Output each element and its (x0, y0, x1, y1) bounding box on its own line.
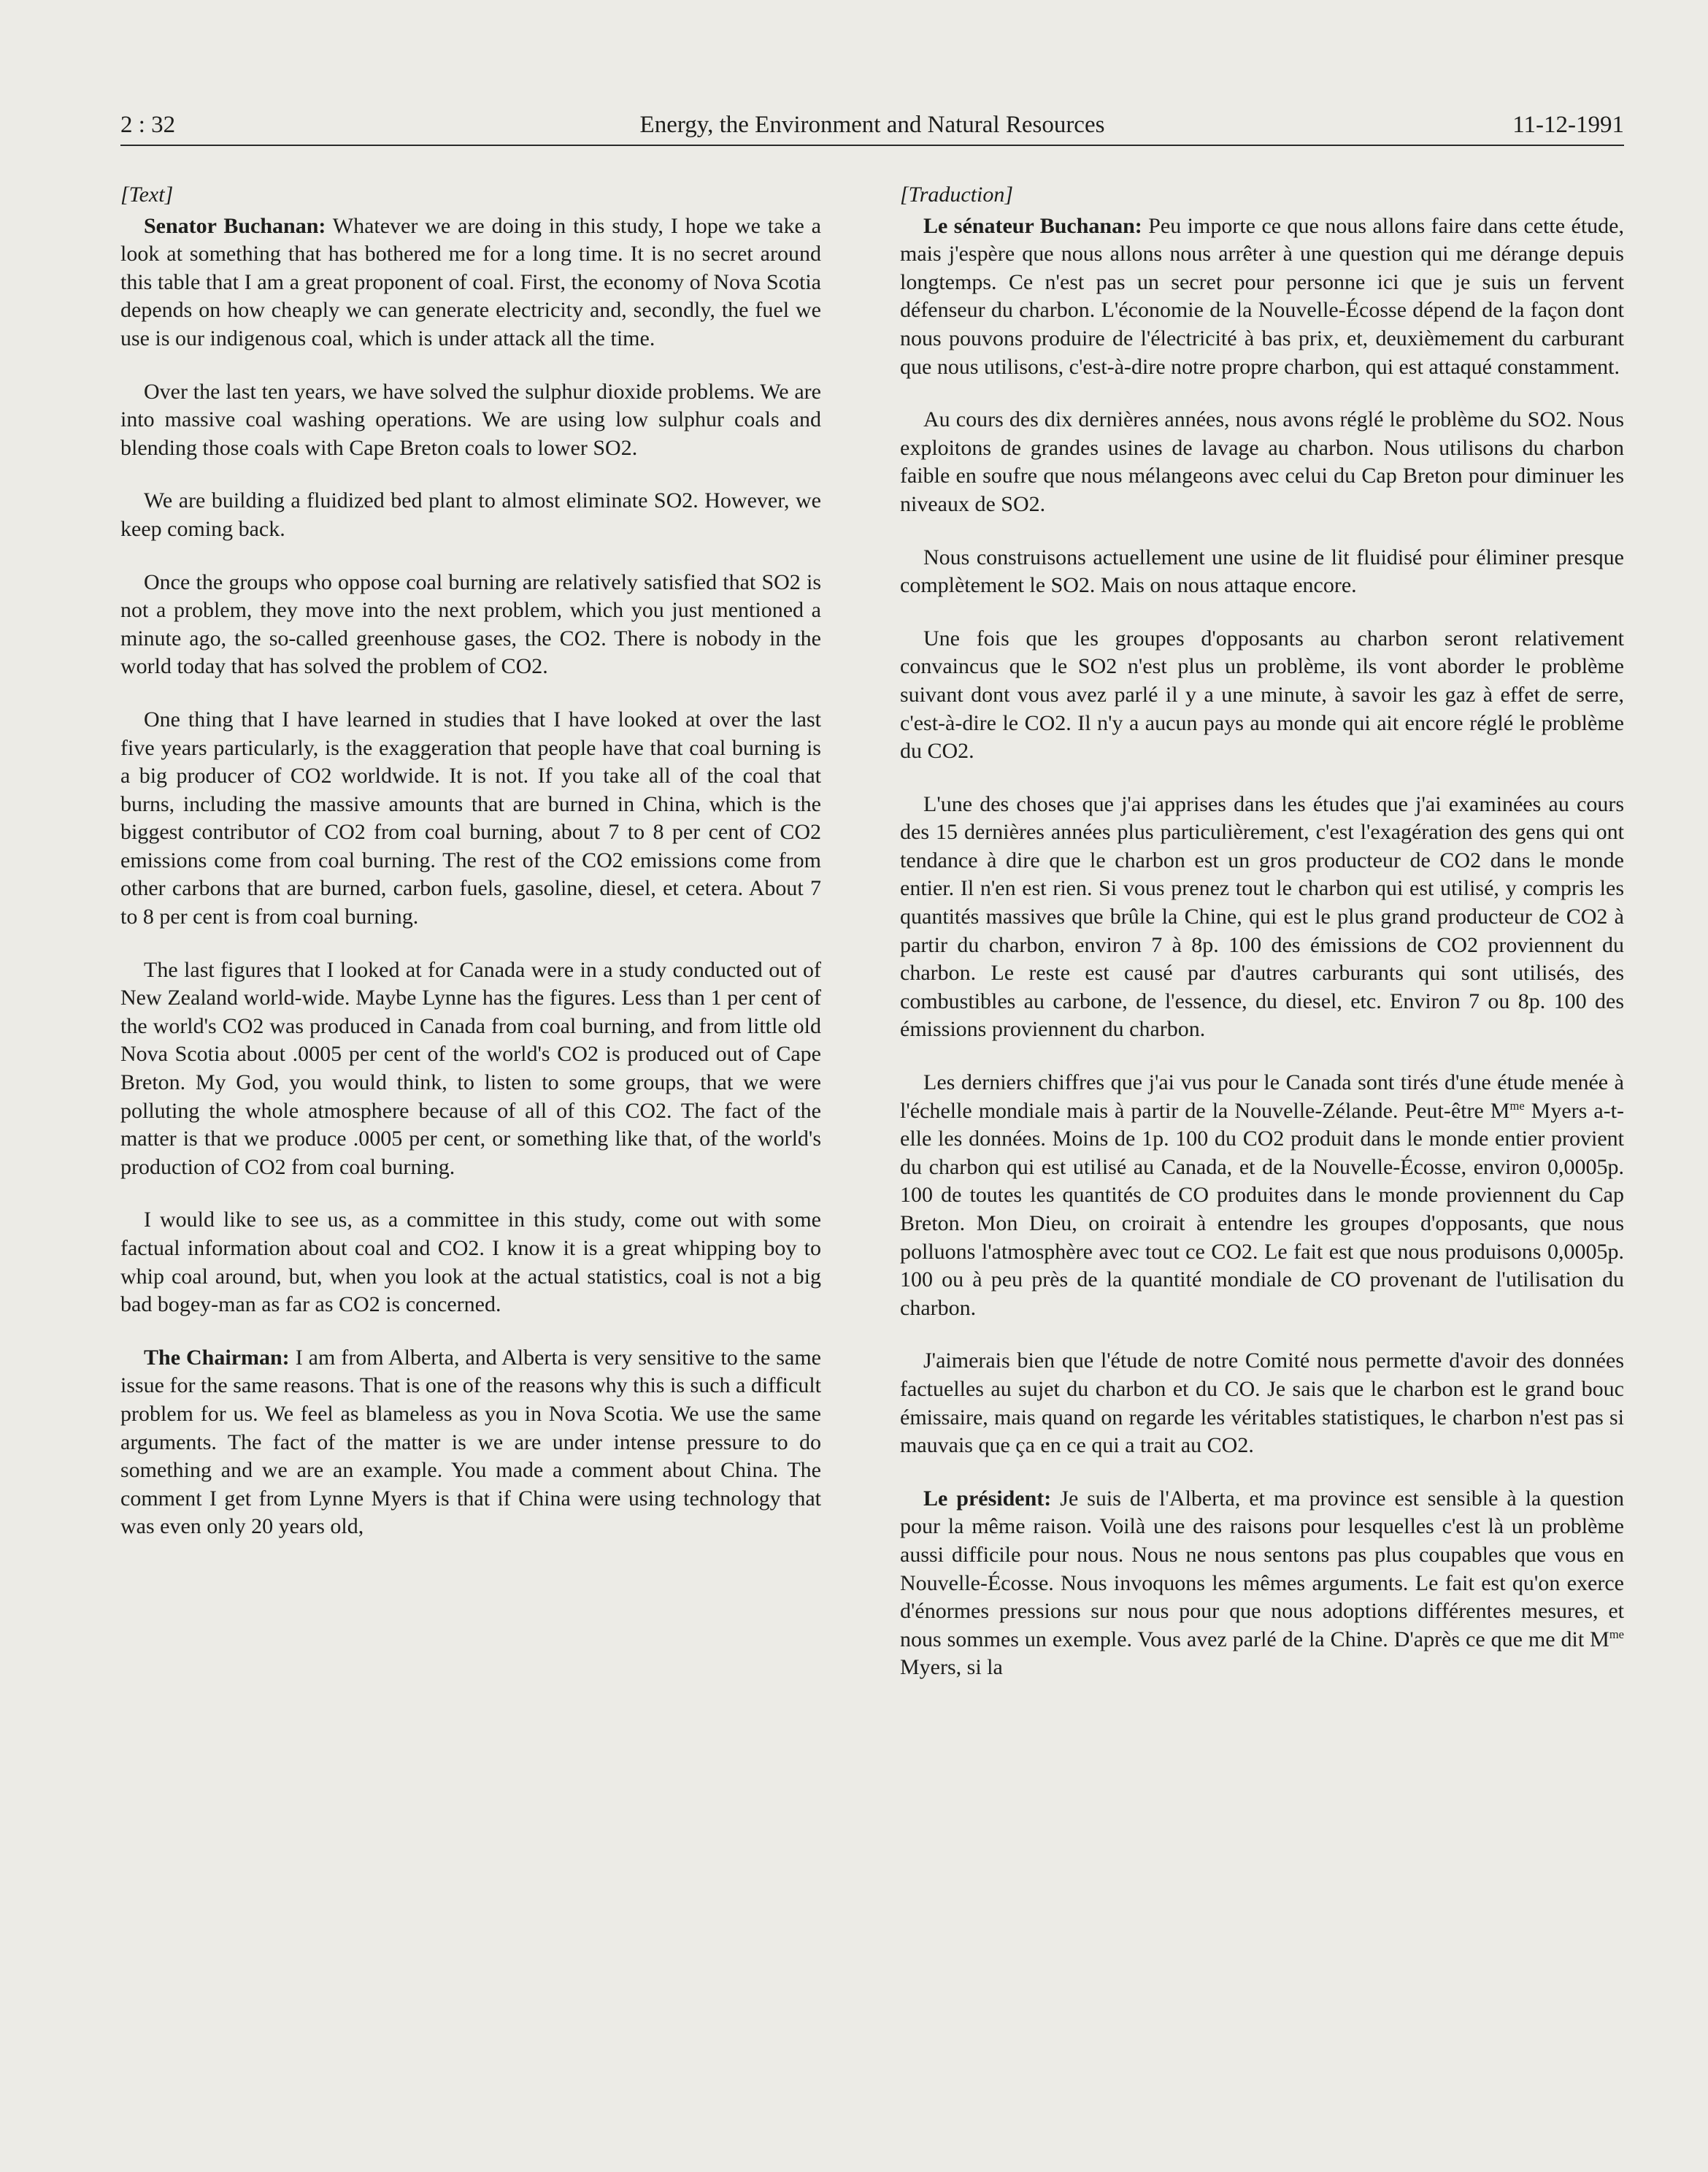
paragraph: J'aimerais bien que l'étude de notre Comité nous permette d'avoir des données factuelles au sujet du charbon et du CO. Je sais que le charbon est le grand bouc émissaire, mais quand on regarde les véritables statistiques, le charbon n'est pas si mauvais que ça en ce qui a trait au CO2. (900, 1348, 1624, 1458)
speaker-name: Senator Buchanan: (144, 213, 326, 238)
paragraph-text: Myers, si la (900, 1655, 1003, 1680)
page-number: 2 : 32 (120, 112, 176, 138)
paragraph (120, 1344, 821, 1541)
column-label: [Traduction] (900, 183, 1014, 207)
paragraph (900, 212, 1624, 382)
paragraph-text: Myers a-t-elle les données. Moins de 1p. 100 du CO2 produit dans le monde entier provient du charbon qui est utilisé au Canada, et de la Nouvelle-Écosse, environ 0,0005p. 100 de toutes les quantités de CO produites dans le monde proviennent du Cap Breton. Mon Dieu, on croirait à entendre les groupes d'opposants, que nous polluons l'atmosphère avec tout ce CO2. Le fait est que nous produisons 0,0005p. 100 ou à peu près de la quantité mondiale de CO provenant de l'utilisation du charbon. (900, 1098, 1624, 1320)
paragraph: L'une des choses que j'ai apprises dans les études que j'ai examinées au cours des 15 dernières années plus particulièrement, c'est l'exagération des gens qui ont tendance à dire que le charbon est un gros producteur de CO2 dans le monde entier. Il n'en est rien. Si vous prenez tout le charbon qui est utilisé, y compris les quantités massives que brûle la Chine, qui est le plus grand producteur de CO2 à partir du charbon, environ 7 à 8p. 100 des émissions de CO2 proviennent du charbon. Le reste est causé par d'autres carburants qui sont utilisés, des combustibles au carbone, de l'essence, du diesel, etc. Environ 7 ou 8p. 100 des émissions proviennent du charbon. (900, 791, 1624, 1042)
paragraph (900, 1069, 1624, 1322)
paragraph: One thing that I have learned in studies that I have looked at over the last five years particularly, is the exaggeration that people have that coal burning is a big producer of CO2 worldwide. It is not. If you take all of the coal that burns, including the massive amounts that are burned in China, which is the biggest contributor of CO2 from coal burning, about 7 to 8 per cent of CO2 emissions come from coal burning. The rest of the CO2 emissions come from other carbons that are burned, carbon fuels, gasoline, diesel, et cetera. About 7 to 8 per cent is from coal burning. (120, 707, 821, 929)
paragraph-text: I am from Alberta, and Alberta is very sensitive to the same issue for the same reasons. That is one of the reasons why this is such a difficult problem for us. We feel as blameless as you in Nova Scotia. We use the same arguments. The fact of the matter is we are under intense pressure to do something and we are an example. You made a comment about China. The comment I get from Lynne Myers is that if China were using technology that was even only 20 years old, (120, 1345, 821, 1539)
speaker-name: Le président: (923, 1486, 1052, 1511)
running-title: Energy, the Environment and Natural Resources (639, 112, 1105, 138)
paragraph: Nous construisons actuellement une usine de lit fluidisé pour éliminer presque complètement le SO2. Mais on nous attaque encore. (900, 545, 1624, 598)
paragraph (900, 1485, 1624, 1682)
paragraph: Une fois que les groupes d'opposants au charbon seront relativement convaincus que le SO2 n'est plus un problème, ils vont aborder le problème suivant dont vous avez parlé il y a une minute, à savoir les gaz à effet de serre, c'est-à-dire le CO2. Il n'y a aucun pays au monde qui ait encore réglé le problème du CO2. (900, 626, 1624, 764)
paragraph: Over the last ten years, we have solved the sulphur dioxide problems. We are into massive coal washing operations. We are using low sulphur coals and blending those coals with Cape Breton coals to lower SO2. (120, 379, 821, 460)
paragraph: The last figures that I looked at for Canada were in a study conducted out of New Zealand world-wide. Maybe Lynne has the figures. Less than 1 per cent of the world's CO2 was produced in Canada from coal burning, and from little old Nova Scotia about .0005 per cent of the world's CO2 is produced out of Cape Breton. My God, you would think, to listen to some groups, that we were polluting the whole atmosphere because of all of this CO2. The fact of the matter is that we produce .0005 per cent, or something like that, of the world's production of CO2 from coal burning. (120, 957, 821, 1179)
french-column (900, 181, 1624, 1707)
page-header (120, 107, 1624, 143)
header-rule (120, 145, 1624, 146)
speaker-name: The Chairman: (144, 1345, 290, 1370)
paragraph (120, 212, 821, 353)
column-label: [Text] (120, 183, 174, 207)
paragraph: Once the groups who oppose coal burning are relatively satisfied that SO2 is not a problem, they move into the next problem, which you just mentioned a minute ago, the so-called greenhouse gases, the CO2. There is nobody in the world today that has solved the problem of CO2. (120, 569, 821, 679)
superscript: me (1509, 1098, 1525, 1113)
header-date: 11-12-1991 (1512, 112, 1624, 138)
paragraph-text: Whatever we are doing in this study, I hope we take a look at something that has bothered me for a long time. It is no secret around this table that I am a great proponent of coal. First, the economy of Nova Scotia depends on how cheaply we can generate electricity and, secondly, the fuel we use is our indigenous coal, which is under attack all the time. (120, 213, 821, 350)
paragraph-text: Je suis de l'Alberta, et ma province est sensible à la question pour la même raison. Voilà une des raisons pour lesquelles c'est là un problème aussi difficile pour nous. Nous ne nous sentons pas plus coupables que vous en Nouvelle-Écosse. Nous invoquons les mêmes arguments. Le fait est qu'on exerce d'énormes pressions sur nous pour que nous adoptions différentes mesures, et nous sommes un exemple. Vous avez parlé de la Chine. D'après ce que me dit M (900, 1486, 1624, 1651)
english-column (120, 181, 821, 1566)
paragraph: We are building a fluidized bed plant to almost eliminate SO2. However, we keep coming back. (120, 488, 821, 541)
superscript: me (1609, 1627, 1624, 1641)
speaker-name: Le sénateur Buchanan: (923, 213, 1142, 238)
paragraph: Au cours des dix dernières années, nous avons réglé le problème du SO2. Nous exploitons de grandes usines de lavage au charbon. Nous utilisons du charbon faible en soufre que nous mélangeons avec celui du Cap Breton pour diminuer les niveaux de SO2. (900, 407, 1624, 516)
paragraph-text: Les derniers chiffres que j'ai vus pour le Canada sont tirés d'une étude menée à l'échelle mondiale mais à partir de la Nouvelle-Zélande. Peut-être M (900, 1070, 1624, 1123)
paragraph: I would like to see us, as a committee in this study, come out with some factual information about coal and CO2. I know it is a great whipping boy to whip coal around, but, when you look at the actual statistics, coal is not a big bad bogey-man as far as CO2 is concerned. (120, 1208, 821, 1317)
paragraph-text: Peu importe ce que nous allons faire dans cette étude, mais j'espère que nous allons nous arrêter à une question qui me dérange depuis longtemps. Ce n'est pas un secret pour personne ici que je suis un fervent défenseur du charbon. L'économie de la Nouvelle-Écosse dépend de la façon dont nous pouvons produire de l'électricité à bas prix, et, deuxièmement du carburant que nous utilisons, c'est-à-dire notre propre charbon, qui est attaqué constamment. (900, 213, 1624, 379)
